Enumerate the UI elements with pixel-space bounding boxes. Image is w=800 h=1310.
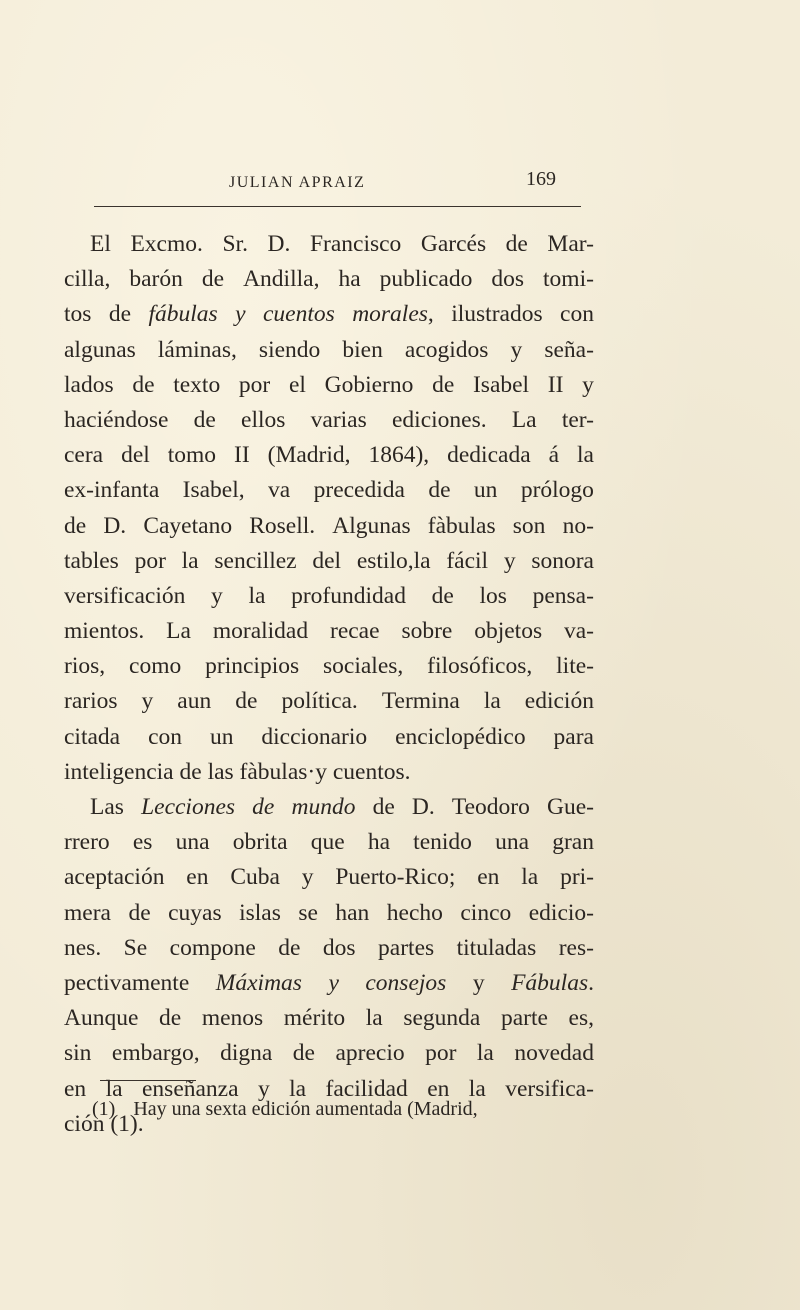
text-line (64, 966, 594, 1001)
word: y (328, 969, 339, 996)
text-line (64, 333, 594, 368)
word: obrita (232, 829, 288, 856)
word: en (186, 864, 209, 891)
word: para (553, 723, 594, 750)
word: con (148, 723, 182, 750)
word: de (432, 371, 455, 398)
word: cuentos. (332, 758, 411, 785)
word: tables (64, 547, 119, 574)
word: ilustrados (451, 301, 543, 328)
word: la (468, 1075, 486, 1102)
word: consejos (365, 969, 447, 996)
text-line (64, 790, 594, 825)
text-line (64, 614, 594, 649)
word: dedicada (447, 442, 531, 469)
text-line (64, 860, 594, 895)
word: fábulas (148, 301, 218, 328)
running-title: JULIAN APRAIZ (229, 174, 366, 191)
word: por (425, 1040, 457, 1067)
word: mérito (283, 1005, 346, 1032)
word: por (238, 371, 271, 398)
footnote-text: Hay una sexta edición aumentada (Madrid, (133, 1098, 478, 1120)
word: va (268, 477, 291, 504)
word: edición (524, 688, 594, 715)
word: política. (281, 688, 358, 715)
word: lite- (556, 653, 594, 680)
word: de (201, 266, 225, 293)
word: sonora (531, 547, 594, 574)
word: sobre (401, 618, 453, 645)
word: Sr. (222, 231, 248, 257)
text-line (64, 579, 594, 614)
word: ediciones. (391, 406, 487, 433)
word: fàbulas·y (239, 758, 327, 785)
word: pri- (560, 864, 594, 891)
word: un (209, 723, 234, 750)
word: compone (169, 934, 256, 961)
text-line (64, 297, 594, 332)
word: Termina (381, 688, 460, 715)
word: con (560, 301, 594, 328)
word: no- (562, 512, 594, 539)
footnote-marker: (1) (92, 1098, 116, 1120)
word: nes. (64, 934, 102, 961)
word: D. (103, 512, 127, 539)
word: de (292, 1040, 315, 1067)
word: de (132, 371, 155, 398)
word: prólogo (520, 477, 594, 504)
word: han (335, 899, 370, 926)
text-line (64, 931, 594, 966)
word: fàbulas (427, 512, 496, 539)
word: ha (338, 266, 361, 293)
word: de (252, 794, 275, 820)
word: de (505, 231, 528, 257)
text-line (64, 684, 594, 719)
word: ter- (561, 406, 594, 433)
text-line (64, 544, 594, 579)
word: hecho (386, 899, 443, 926)
word: Garcés (420, 231, 487, 257)
word: menos (201, 1005, 264, 1032)
word: Cuba (230, 864, 280, 891)
word: Puerto-Rico; (335, 864, 456, 891)
word: ha (367, 829, 390, 856)
word: la (521, 864, 539, 891)
word: Cayetano (143, 512, 233, 539)
word: que (310, 829, 345, 856)
word: publicado (379, 266, 473, 293)
word: estilo,la (356, 547, 431, 574)
word: Excmo. (130, 231, 203, 257)
text-line (64, 368, 594, 403)
word: la (365, 1005, 383, 1032)
word: de (64, 512, 87, 539)
text-line (64, 1001, 594, 1036)
word: la (105, 1075, 123, 1102)
text-line (64, 473, 594, 508)
word: Mar- (547, 231, 594, 257)
word: fácil (446, 547, 489, 574)
word: La (166, 618, 191, 645)
word: haciéndose (64, 406, 169, 433)
word: la (289, 1075, 307, 1102)
word: y (503, 547, 516, 574)
word: siendo (258, 336, 321, 363)
word: barón (129, 266, 183, 293)
word: 1864), (368, 442, 430, 469)
word: inteligencia (64, 758, 174, 785)
word: ellos (241, 406, 286, 433)
word: y (141, 688, 154, 715)
text-line (64, 438, 594, 473)
word: tomo (167, 442, 217, 469)
word: aceptación (64, 864, 165, 891)
word: cilla, (64, 266, 111, 293)
word: y (301, 864, 314, 891)
word: dos (322, 934, 356, 961)
word: partes (378, 934, 435, 961)
word: tituladas (456, 934, 537, 961)
word: Gobierno (324, 371, 414, 398)
text-line (64, 227, 594, 262)
word: cera (64, 442, 104, 469)
word: mundo (291, 794, 356, 820)
word: moralidad (212, 618, 309, 645)
word: parte (500, 1005, 548, 1032)
word: son (512, 512, 546, 539)
word: enseñanza (142, 1075, 239, 1102)
text-line (64, 403, 594, 438)
word: Algunas (332, 512, 411, 539)
word: Teodoro (451, 794, 530, 820)
word: es, (568, 1005, 594, 1032)
word: tomi- (543, 266, 594, 293)
word: Aunque (64, 1005, 139, 1032)
word: algunas (64, 336, 136, 363)
word: la (476, 1040, 494, 1067)
word: digna (220, 1040, 273, 1067)
word: en (64, 1075, 87, 1102)
word: segunda (403, 1005, 481, 1032)
word: Máximas (215, 969, 302, 996)
word: profundidad (291, 582, 406, 609)
word: II (234, 442, 250, 469)
word: y (472, 969, 485, 996)
text-line (64, 755, 594, 790)
word: el (288, 371, 306, 398)
word: Gue- (546, 794, 594, 820)
footnote-rule (100, 1080, 196, 1081)
word: y (211, 582, 223, 609)
word: facilidad (325, 1075, 408, 1102)
word: de (193, 406, 216, 433)
word: Isabel (472, 371, 530, 398)
word: pensa- (532, 582, 594, 609)
word: es (132, 829, 153, 856)
word: de (235, 688, 258, 715)
header-rule (94, 206, 581, 207)
word: precedida (313, 477, 405, 504)
text-line (64, 896, 594, 931)
paragraph-1 (64, 227, 594, 790)
word: de (108, 301, 132, 328)
word: II (547, 371, 564, 398)
word: Isabel, (182, 477, 245, 504)
word: de (431, 582, 454, 609)
word: mientos. (64, 618, 145, 645)
word: cinco (460, 899, 512, 926)
word: de (428, 477, 451, 504)
word: tos (64, 301, 92, 328)
word: seña- (544, 336, 594, 363)
text-line (64, 720, 594, 755)
word: Rosell. (249, 512, 316, 539)
word: sociales, (323, 653, 404, 680)
word: rrero (64, 829, 110, 856)
word: islas (239, 899, 281, 926)
word: acogidos (404, 336, 489, 363)
word: enciclopédico (395, 723, 526, 750)
word: en (427, 1075, 450, 1102)
word: de (278, 934, 301, 961)
word: versificación (64, 582, 186, 609)
word: filosóficos, (427, 653, 533, 680)
word: ex-infanta (64, 477, 160, 504)
word: diccionario (261, 723, 368, 750)
word: rios, (64, 653, 106, 680)
word: principios (205, 653, 300, 680)
word: aprecio (335, 1040, 405, 1067)
word: y (235, 301, 246, 328)
word: sin (64, 1040, 92, 1067)
word: varias (310, 406, 367, 433)
word: Fábulas. (511, 969, 594, 996)
paragraph-2 (64, 790, 594, 1142)
word: cuentos (262, 301, 335, 328)
word: á (548, 442, 560, 469)
word: cuyas (168, 899, 222, 926)
word: una (495, 829, 530, 856)
word: versifica- (505, 1075, 594, 1102)
word: bien (342, 336, 383, 363)
word: citada (64, 723, 121, 750)
word: la (483, 688, 501, 715)
word: aun (177, 688, 212, 715)
word: y (582, 371, 594, 398)
word: un (473, 477, 498, 504)
word: objetos (474, 618, 543, 645)
word: ción (64, 1110, 105, 1137)
word: la (576, 442, 594, 469)
word: Se (123, 934, 148, 961)
word: D. (267, 231, 291, 257)
word: del (121, 442, 150, 469)
text-line (64, 1036, 594, 1071)
text-line (64, 509, 594, 544)
word: por (134, 547, 166, 574)
word: láminas, (157, 336, 237, 363)
word: va- (563, 618, 594, 645)
word: edicio- (528, 899, 594, 926)
word: gran (552, 829, 594, 856)
word: tenido (413, 829, 472, 856)
word: sencillez (214, 547, 297, 574)
word: (Madrid, (267, 442, 351, 469)
word: Andilla, (243, 266, 320, 293)
word: pectivamente (64, 969, 190, 996)
word: de (128, 899, 151, 926)
word: de (372, 794, 395, 820)
word: Francisco (309, 231, 402, 257)
word: lados (64, 371, 114, 398)
body-text (64, 227, 594, 1142)
text-line (64, 649, 594, 684)
word: los (479, 582, 507, 609)
word: Lecciones (141, 794, 236, 820)
word: la (181, 547, 199, 574)
word: y (510, 336, 523, 363)
text-line (64, 262, 594, 297)
word: Las (90, 794, 124, 820)
word: novedad (514, 1040, 594, 1067)
word: de (159, 1005, 182, 1032)
word: morales, (352, 301, 434, 328)
text-line (64, 825, 594, 860)
word: y (257, 1075, 270, 1102)
word: res- (558, 934, 594, 961)
word: rarios (64, 688, 118, 715)
word: (1). (110, 1110, 144, 1137)
word: del (312, 547, 342, 574)
word: se (298, 899, 318, 926)
word: una (175, 829, 210, 856)
word: como (129, 653, 182, 680)
word: D. (411, 794, 435, 820)
footnote (92, 1098, 592, 1121)
word: dos (491, 266, 525, 293)
word: La (511, 406, 537, 433)
word: embargo, (111, 1040, 200, 1067)
word: El (90, 231, 111, 257)
page-number: 169 (526, 168, 556, 190)
word: las (207, 758, 234, 785)
word: recae (330, 618, 380, 645)
word: la (248, 582, 266, 609)
word: de (179, 758, 202, 785)
word: mera (64, 899, 111, 926)
page-header (94, 168, 584, 198)
word: texto (173, 371, 221, 398)
word: en (477, 864, 500, 891)
